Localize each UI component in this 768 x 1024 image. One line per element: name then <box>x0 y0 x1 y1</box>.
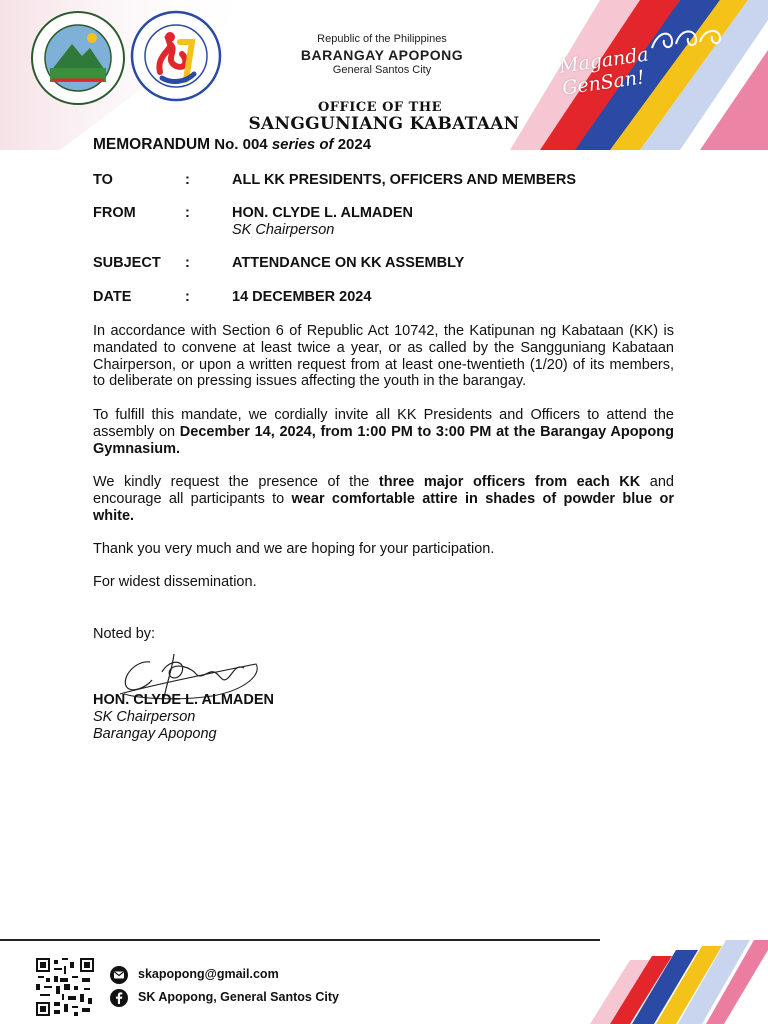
from-title: SK Chairperson <box>232 222 335 238</box>
attire-request: wear comfortable attire in shades of powder blue or white. <box>93 490 674 524</box>
body-paragraph-2 <box>93 407 674 457</box>
memo-number: No. 004 <box>214 136 268 153</box>
footer-decoration <box>590 940 768 1024</box>
officers-request: three major officers from each KK <box>378 474 641 490</box>
contact-facebook[interactable]: SK Apopong, General Santos City <box>138 990 339 1004</box>
barangay-name: BARANGAY APOPONG <box>300 47 464 63</box>
body-paragraph-3-text-a: We kindly request the presence of the <box>93 474 379 490</box>
subject-value: ATTENDANCE ON KK ASSEMBLY <box>232 255 465 271</box>
signatory-name: HON. CLYDE L. ALMADEN <box>93 692 274 708</box>
body-paragraph-3-text-b: and encourage all participants to <box>93 474 674 507</box>
from-label: FROM <box>93 205 136 221</box>
office-heading: OFFICE OF THE <box>317 100 443 115</box>
body-paragraph-2-text: To fulfill this mandate, we cordially invite all KK Presidents and Officers to attend the assembly on <box>93 407 674 440</box>
from-value: HON. CLYDE L. ALMADEN <box>232 205 413 221</box>
date-colon: : <box>185 289 190 305</box>
date-label: DATE <box>93 289 132 305</box>
subject-colon: : <box>185 255 190 271</box>
republic-text: Republic of the Philippines <box>317 33 447 45</box>
slogan-text: Maganda GenSan! <box>557 43 650 100</box>
memo-year: 2024 <box>337 136 372 153</box>
sk-logo <box>130 10 222 102</box>
body-paragraph-3 <box>93 474 674 524</box>
to-colon: : <box>185 172 190 188</box>
contact-email[interactable]: skapopong@gmail.com <box>138 967 279 981</box>
body-paragraph-1: In accordance with Section 6 of Republic Act 10742, the Katipunan ng Kabataan (KK) is mandated to convene at least twice a year, or as called by the Sangguniang Kabataan Chairperson, or upon a written request from at least one-twentieth (1/20) of its members, to deliberate on pressing issues affecting the youth in the barangay. <box>93 323 674 390</box>
city-name: General Santos City <box>332 64 432 76</box>
date-value: 14 DECEMBER 2024 <box>232 289 372 305</box>
signatory-place: Barangay Apopong <box>93 726 217 742</box>
memo-series: series of <box>271 136 334 153</box>
body-paragraph-5: For widest dissemination. <box>93 574 257 590</box>
footer-divider <box>0 939 600 941</box>
qr-code-icon <box>36 958 94 1016</box>
memo-title: MEMORANDUM <box>93 136 211 153</box>
to-label: TO <box>93 172 113 188</box>
memo-number-line <box>93 136 371 154</box>
subject-label: SUBJECT <box>93 255 161 271</box>
facebook-icon <box>110 989 128 1007</box>
office-title: SANGGUNIANG KABATAAN <box>248 114 520 134</box>
event-details: December 14, 2024, from 1:00 PM to 3:00 PM at the Barangay Apopong Gymnasium. <box>93 423 674 457</box>
from-colon: : <box>185 205 190 221</box>
to-value: ALL KK PRESIDENTS, OFFICERS AND MEMBERS <box>232 172 576 188</box>
signatory-title: SK Chairperson <box>93 709 196 725</box>
noted-by-label: Noted by: <box>93 626 156 642</box>
mail-icon <box>110 966 128 984</box>
body-paragraph-4: Thank you very much and we are hoping for your participation. <box>93 541 495 557</box>
barangay-seal-logo <box>30 10 126 106</box>
